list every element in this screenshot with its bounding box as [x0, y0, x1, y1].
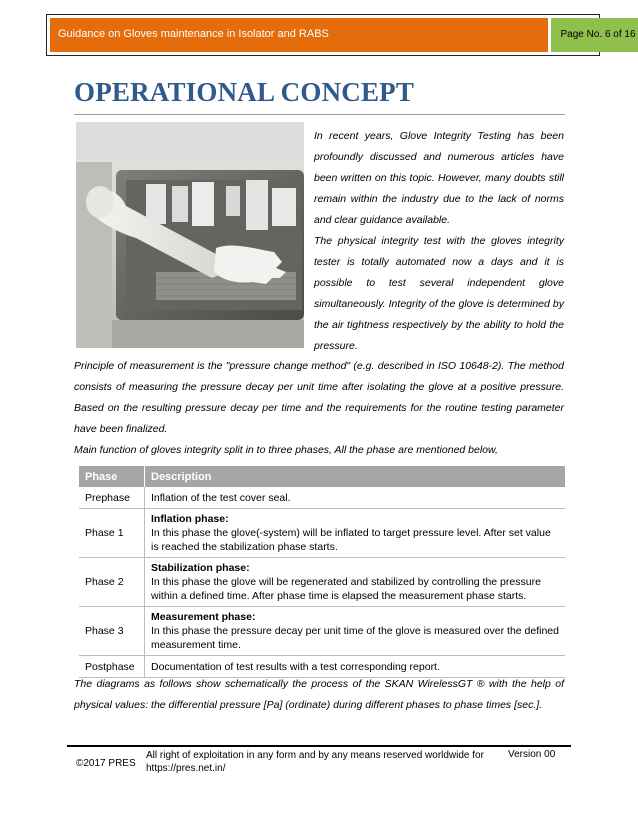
- closing-paragraph: The diagrams as follows show schematically the process of the SKAN WirelessGT ® with the help of physical values: the differential pressure [Pa] (ordinate) during different phases to phase times [sec.].: [74, 678, 564, 711]
- phase-cell: Phase 1: [79, 509, 145, 558]
- table-row: [79, 509, 565, 558]
- table-header-phase: Phase: [79, 466, 145, 487]
- glove-isolator-photo: [76, 122, 304, 348]
- header-title-bar: [50, 18, 548, 52]
- intro-text: [314, 126, 564, 357]
- page-header: [46, 14, 636, 56]
- intro-paragraph-1: In recent years, Glove Integrity Testing has been profoundly discussed and numerous articles have been written on this topic. However, many doubts still remain within the industry due to the lack of norms and clear guidance available.: [314, 130, 564, 226]
- description-text: In this phase the glove(-system) will be inflated to target pressure level. After set value is reached the stabilization phase starts.: [151, 527, 551, 553]
- description-cell: [145, 558, 566, 607]
- main-function-paragraph: Main function of gloves integrity split in to three phases, All the phase are mentioned below,: [74, 444, 498, 456]
- phase-cell: Phase 2: [79, 558, 145, 607]
- header-title: Guidance on Gloves maintenance in Isolator and RABS: [58, 28, 329, 40]
- description-cell: [145, 509, 566, 558]
- description-text: In this phase the pressure decay per unit time of the glove is measured over the defined measurement time.: [151, 625, 559, 651]
- phase-title: Stabilization phase:: [151, 562, 250, 574]
- table-row: [79, 558, 565, 607]
- table-row: [79, 607, 565, 656]
- table-header-description: Description: [145, 466, 566, 487]
- phase-title: Measurement phase:: [151, 611, 256, 623]
- footer-rights-text: All right of exploitation in any form and by any means reserved worldwide for https://pres.net.in/: [146, 750, 484, 774]
- footer-divider: [67, 745, 571, 747]
- footer-version: Version 00: [508, 749, 556, 760]
- phase-title: Inflation phase:: [151, 513, 229, 525]
- description-cell: [145, 487, 566, 509]
- principle-paragraph: Principle of measurement is the "pressure change method" (e.g. described in ISO 10648-2). The method consists of measuring the pressure decay per unit time after isolating the glove at a positive pressure. Based on the resulting pressure decay per time and the requirements for the routine testing parameter have been finalized.: [74, 360, 564, 435]
- section-title: OPERATIONAL CONCEPT: [74, 77, 415, 107]
- phase-cell: Postphase: [79, 656, 145, 678]
- description-text: Inflation of the test cover seal.: [151, 491, 291, 504]
- page-number-box: [551, 18, 638, 52]
- phase-cell: Prephase: [79, 487, 145, 509]
- page-number: Page No. 6 of 16: [560, 29, 636, 40]
- phase-table: [79, 466, 565, 678]
- table-row: [79, 487, 565, 509]
- phase-cell: Phase 3: [79, 607, 145, 656]
- footer-copyright: ©2017 PRES: [76, 758, 136, 769]
- table-header-row: [79, 466, 565, 487]
- description-cell: [145, 607, 566, 656]
- description-text: In this phase the glove will be regenerated and stabilized by controlling the pressure within a defined time. After phase time is elapsed the measurement phase starts.: [151, 576, 541, 602]
- description-text: Documentation of test results with a test corresponding report.: [151, 660, 440, 673]
- intro-paragraph-2: The physical integrity test with the gloves integrity tester is totally automated now a days and it is possible to test several independent glove simultaneously. Integrity of the glove is determined by the air tightness respectively by the ability to hold the pressure.: [314, 235, 564, 352]
- title-divider: [74, 114, 565, 115]
